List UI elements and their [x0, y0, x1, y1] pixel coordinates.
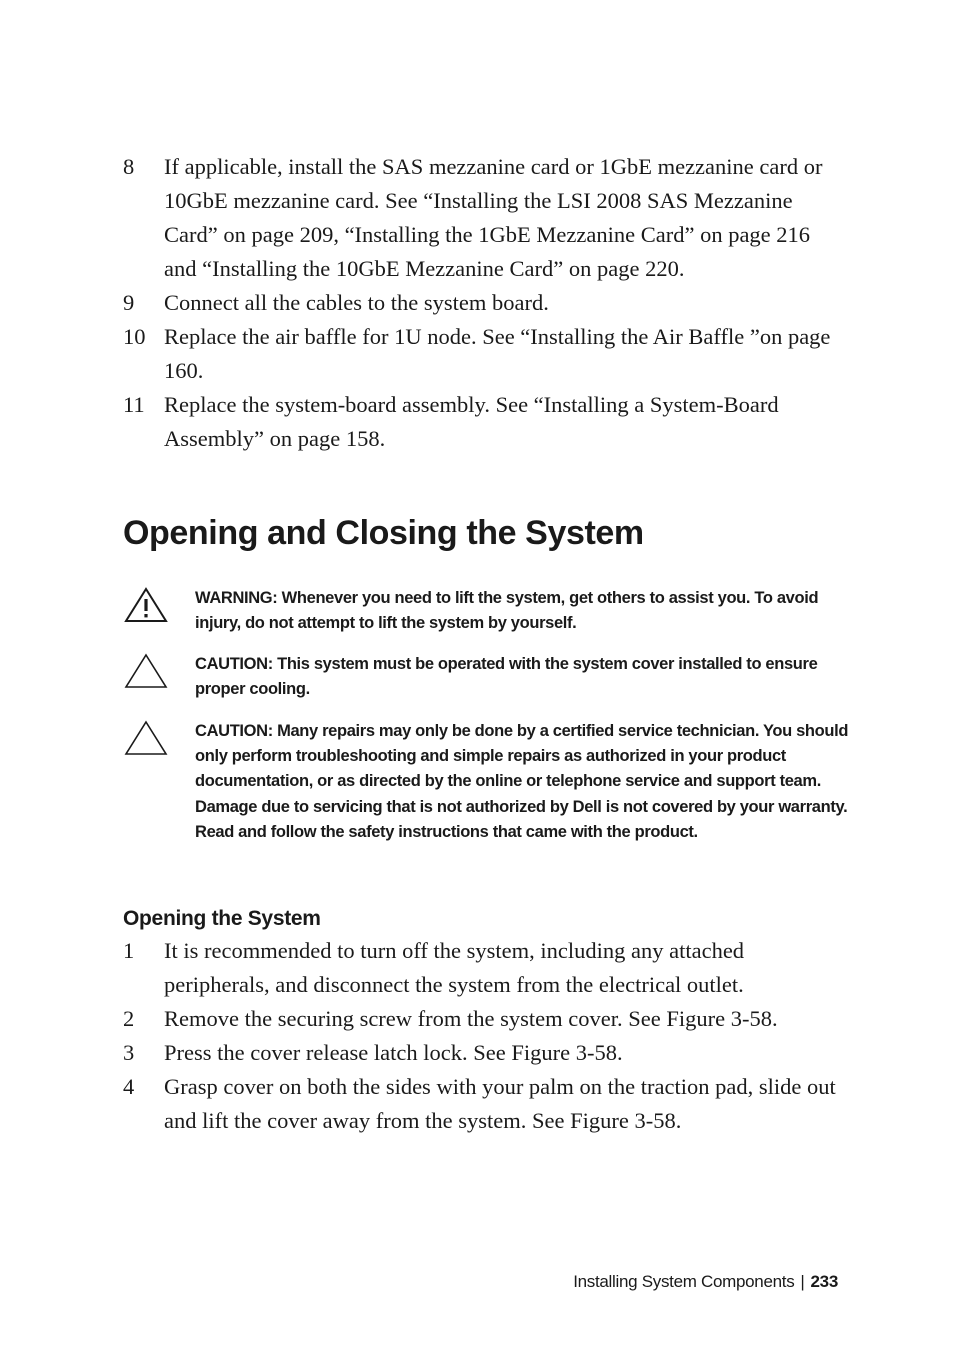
warning-icon [123, 586, 169, 624]
notice-text: CAUTION: This system must be operated with the system cover installed to ensure proper cooling. [195, 655, 818, 699]
caution-notice [123, 652, 868, 702]
step-number: 8 [123, 154, 135, 179]
notice-text: CAUTION: Many repairs may only be done by a certified service technician. You should only perform troubleshooting and simple repairs as authorized in your product documentation, or as directed by the online or telephone service and support team. Damage due to servicing that is not authorized by Dell is not covered by your warranty. Read and follow the safety instructions that came with the product. [195, 722, 849, 841]
list-item [123, 1070, 843, 1138]
list-item [123, 286, 843, 320]
footer-chapter: Installing System Components [573, 1272, 795, 1291]
step-number: 11 [123, 392, 145, 417]
step-text: Grasp cover on both the sides with your palm on the traction pad, slide out and lift the cover away from the system. See Figure 3-58. [164, 1074, 836, 1133]
step-number: 4 [123, 1074, 135, 1099]
steps-list-top [123, 150, 843, 456]
page-number: 233 [810, 1272, 838, 1291]
step-number: 3 [123, 1040, 135, 1065]
caution-icon [123, 719, 169, 757]
step-text: If applicable, install the SAS mezzanine card or 1GbE mezzanine card or 10GbE mezzanine card. See “Installing the LSI 2008 SAS Mezzanine Card” on page 209, “Installing the 1GbE Mezzanine Card” on page 216 and “Installing the 10GbE Mezzanine Card” on page 220. [164, 154, 823, 281]
page-footer [573, 1272, 838, 1292]
list-item [123, 320, 843, 388]
list-item [123, 388, 843, 456]
step-number: 2 [123, 1006, 135, 1031]
step-number: 10 [123, 324, 146, 349]
caution-notice [123, 719, 868, 845]
step-text: Press the cover release latch lock. See Figure 3-58. [164, 1040, 623, 1065]
section-title: Opening and Closing the System [123, 514, 644, 552]
step-text: Replace the air baffle for 1U node. See “Installing the Air Baffle ”on page 160. [164, 324, 831, 383]
list-item [123, 1036, 843, 1070]
step-number: 1 [123, 938, 135, 963]
warning-notice [123, 586, 868, 636]
step-number: 9 [123, 290, 135, 315]
step-text: It is recommended to turn off the system, including any attached peripherals, and disconnect the system from the electrical outlet. [164, 938, 745, 997]
caution-icon [123, 652, 169, 690]
step-text: Remove the securing screw from the system cover. See Figure 3-58. [164, 1006, 778, 1031]
step-text: Replace the system-board assembly. See “Installing a System-Board Assembly” on page 158. [164, 392, 779, 451]
footer-separator: | [800, 1272, 805, 1291]
list-item [123, 934, 843, 1002]
notice-text: WARNING: Whenever you need to lift the system, get others to assist you. To avoid injury, do not attempt to lift the system by yourself. [195, 589, 819, 633]
list-item [123, 1002, 843, 1036]
step-text: Connect all the cables to the system board. [164, 290, 549, 315]
list-item [123, 150, 843, 286]
steps-list-bottom [123, 934, 843, 1138]
subsection-title: Opening the System [123, 907, 321, 930]
